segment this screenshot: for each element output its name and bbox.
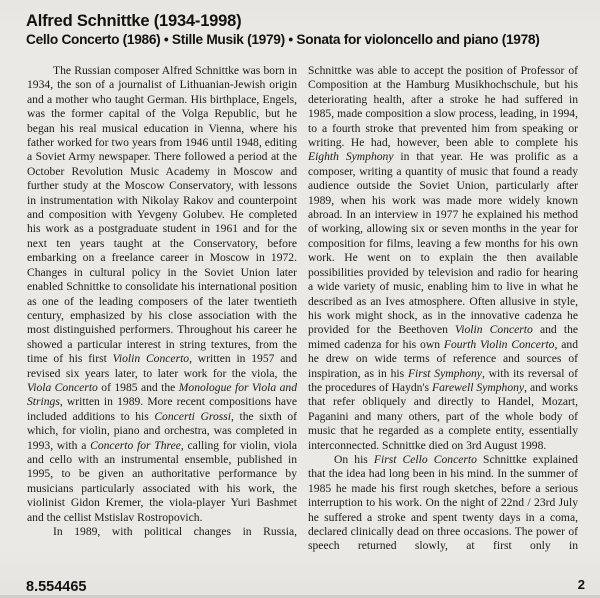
body-text: , written in 1989. More recent compositions have included additions to his <box>27 395 297 423</box>
work-title-italic: First Cello Concerto <box>373 452 477 466</box>
work-title-italic: Monologue for Viola and Strings <box>27 380 297 409</box>
body-text: in that year. He was prolific as a composer, writing a quantity of music that found a ready audience outside the Soviet Union, particularly after 1989, when his work was made more widely known abroad. In an interview in 1977 he explained his method of working, allowing six or seven months in the year for composition for films, leaving a few months for his own work. He went on to explain the then available possibilities provided by television and radio for hearing a wide variety of music, enabling him to live in what he described as an Ives atmosphere. Often allusive in style, his work might shock, as in the innovative cadenza he provided for the Beethoven <box>308 150 578 337</box>
work-title-italic: Viola Concerto <box>27 380 98 394</box>
album-header <box>26 12 582 48</box>
work-title-italic: Violin Concerto <box>112 352 190 366</box>
work-title-italic: Eighth Symphony <box>308 150 394 164</box>
catalog-number: 8.554465 <box>26 579 87 595</box>
paragraph <box>27 64 297 525</box>
body-text: , written in 1957 and revised six years later, to later work for the viola, the <box>27 352 297 380</box>
work-title-italic: Concerto for Three <box>90 438 181 452</box>
work-title-italic: First Symphony <box>407 366 482 380</box>
liner-notes-column-left <box>27 64 297 554</box>
body-text: In 1989, with political changes in Russia, <box>53 525 297 538</box>
body-text: and the mimed cadenza for his own <box>308 323 579 351</box>
composer-title: Alfred Schnittke (1934-1998) <box>26 12 242 30</box>
body-text: On his <box>334 452 374 466</box>
body-text: Schnittke explained that the idea had long been in his mind. In the summer of 1985 he made his first rough sketches, before a serious interruption to his work. On the night of 22nd / 23rd July he suffered a stroke and spent twenty days in a coma, declared clinically dead on three occasions. The power of speech returned slowly, at first only in <box>308 452 578 553</box>
work-title-italic: Concerti Grossi <box>154 409 231 423</box>
body-text: , with its reversal of the procedures of Haydn's <box>308 366 578 394</box>
body-text: of 1985 and the <box>97 380 179 394</box>
body-text: , calling for violin, viola and cello with an instrumental ensemble, published in 1995, to be given an authoritative performance by musicians particularly associated with his work, the violinist Gidon Kremer, the viola-player Yuri Bashmet and the cellist Mstislav Rostropovich. <box>27 438 297 524</box>
body-text: The Russian composer Alfred Schnittke was born in 1934, the son of a journalist of Lithuanian-Jewish origin and a mother who taught German. His birthplace, Engels, was the former capital of the Volga Republic, but he began his real musical education in Vienna, where his father worked for two years from 1946 until 1948, editing a Soviet Army newspaper. There followed a period at the October Revolution Music Academy in Moscow and further study at the Moscow Conservatory, with lessons in instrumentation with Nikolay Rakov and counterpoint and composition with Yevgeny Golubev. He completed his work as a postgraduate student in 1961 and for the next ten years taught at the Conservatory, before embarking on a freelance career in Moscow in 1972. Changes in cultural policy in the Soviet Union later enabled Schnittke to consolidate his international position as one of the leading composers of the later twentieth century, emphasized by his close association with the most distinguished performers. Throughout his career he showed a particular interest in string textures, from the time of his first <box>27 64 297 366</box>
liner-notes-column-right <box>308 64 578 554</box>
works-subtitle: Cello Concerto (1986) • Stille Musik (1979) • Sonata for violoncello and piano (1978) <box>26 32 540 47</box>
work-title-italic: Violin Concerto <box>455 323 533 337</box>
body-text: , the sixth of which, for violin, piano and orchestra, was completed in 1993, with a <box>27 409 298 452</box>
work-title-italic: Fourth Violin Concerto <box>443 337 555 351</box>
paragraph <box>308 453 578 554</box>
body-text: , and works that refer obliquely and directly to Handel, Mozart, Paganini and many others, part of the whole body of music that he regarded as a complete entity, essentially interconnected. Schnittke died on 3rd August 1998. <box>308 380 578 452</box>
page-number: 2 <box>577 577 585 592</box>
body-text: , and he drew on wide terms of reference and sources of inspiration, as in his <box>308 337 578 380</box>
paragraph <box>27 525 297 539</box>
paragraph <box>308 64 578 453</box>
body-text: Schnittke was able to accept the position of Professor of Composition at the Hamburg Musikhochschule, but his deteriorating health, after a stroke he had suffered in 1985, made composition a slow process, leading, in 1994, to a fourth stroke that prevented him from speaking or writing. He had, however, been able to complete his <box>308 64 578 150</box>
liner-notes <box>27 64 579 554</box>
work-title-italic: Farewell Symphony <box>432 380 525 394</box>
